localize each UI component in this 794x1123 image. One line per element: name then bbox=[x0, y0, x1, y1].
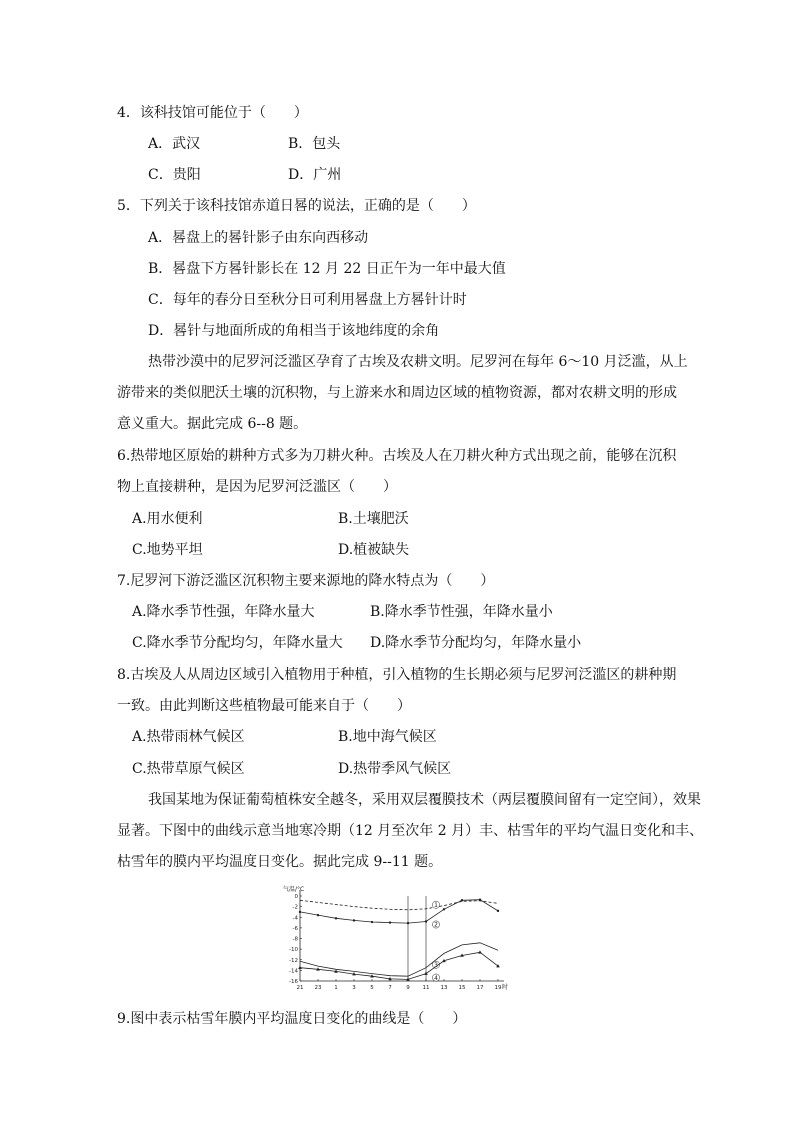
q5-option-b: B．晷盘下方晷针影长在 12 月 22 日正午为一年中最大值 bbox=[148, 261, 506, 277]
y-tick-label: -4 bbox=[292, 915, 298, 922]
data-point bbox=[479, 899, 481, 901]
data-point bbox=[371, 921, 373, 923]
x-tick-label: 17 bbox=[476, 985, 484, 991]
passage2-line3: 枯雪年的膜内平均温度日变化。据此完成 9--11 题。 bbox=[117, 854, 443, 870]
q4-option-d: D．广州 bbox=[288, 167, 342, 183]
q8-option-c: C.热带草原气候区 bbox=[132, 761, 245, 777]
x-tick-label: 9 bbox=[406, 985, 410, 991]
q4-option-b: B．包头 bbox=[288, 136, 341, 152]
passage1-line2: 游带来的类似肥沃土壤的沉积物，与上游来水和周边区域的植物资源，都对农耕文明的形成 bbox=[117, 385, 677, 401]
x-tick-label: 13 bbox=[440, 985, 448, 991]
x-tick-label: 1 bbox=[334, 985, 338, 991]
y-tick-label: -10 bbox=[289, 947, 298, 954]
passage2-line2: 显著。下图中的曲线示意当地寒冷期（12 月至次年 2 月）丰、枯雪年的平均气温日变化和丰、 bbox=[117, 823, 704, 839]
q7-option-c: C.降水季节分配均匀，年降水量大 bbox=[132, 635, 343, 651]
y-tick-label: -2 bbox=[292, 904, 298, 911]
data-point bbox=[443, 908, 445, 910]
x-tick-label: 7 bbox=[388, 985, 392, 991]
q4-option-c: C．贵阳 bbox=[148, 167, 201, 183]
x-tick-label: 3 bbox=[352, 985, 356, 991]
x-tick-label: 19 bbox=[494, 985, 502, 991]
q6-option-b: B.土壤肥沃 bbox=[338, 511, 409, 527]
q5-option-a: A．晷盘上的晷针影子由东向西移动 bbox=[148, 230, 369, 246]
series-line-4 bbox=[300, 952, 498, 979]
series-label: 3 bbox=[434, 961, 438, 969]
data-point bbox=[335, 917, 337, 919]
q4-stem: 4．该科技馆可能位于（ ） bbox=[117, 105, 308, 121]
data-point bbox=[478, 950, 482, 953]
x-tick-label: 5 bbox=[370, 985, 374, 991]
y-tick-label: -6 bbox=[292, 925, 298, 932]
q7-stem: 7.尼罗河下游泛滥区沉积物主要来源地的降水特点为（ ） bbox=[117, 573, 495, 589]
y-axis-label: 气温/°C bbox=[283, 886, 305, 893]
y-tick-label: 0 bbox=[294, 894, 298, 900]
series-label: 2 bbox=[434, 921, 438, 929]
data-point bbox=[496, 964, 500, 967]
passage1-line1: 热带沙漠中的尼罗河泛滥区孕育了古埃及农耕文明。尼罗河在每年 6～10 月泛滥，从上 bbox=[148, 354, 688, 370]
data-point bbox=[299, 911, 301, 913]
y-tick-label: -14 bbox=[289, 968, 298, 975]
y-tick-label: -12 bbox=[289, 957, 298, 964]
x-tick-label: 15 bbox=[458, 985, 466, 991]
x-tick-label: 23 bbox=[314, 985, 322, 991]
data-point bbox=[407, 922, 409, 924]
q6-stem-line2: 物上直接耕种，是因为尼罗河泛滥区（ ） bbox=[117, 479, 397, 495]
q7-option-d: D.降水季节分配均匀，年降水量小 bbox=[370, 635, 582, 651]
q6-stem-line1: 6.热带地区原始的耕种方式多为刀耕火种。古埃及人在刀耕火种方式出现之前，能够在沉积 bbox=[117, 448, 677, 464]
series-line-1 bbox=[300, 900, 498, 910]
y-tick-label: -16 bbox=[289, 979, 298, 985]
series-line-3 bbox=[300, 943, 498, 976]
temperature-chart bbox=[282, 884, 512, 996]
data-point bbox=[298, 966, 302, 969]
data-point bbox=[425, 920, 427, 922]
q5-stem: 5．下列关于该科技馆赤道日晷的说法，正确的是（ ） bbox=[117, 198, 476, 214]
q7-option-b: B.降水季节性强，年降水量小 bbox=[370, 604, 553, 620]
q8-option-d: D.热带季风气候区 bbox=[338, 761, 452, 777]
data-point bbox=[389, 921, 391, 923]
q7-option-a: A.降水季节性强，年降水量大 bbox=[132, 604, 315, 620]
q6-option-d: D.植被缺失 bbox=[338, 542, 410, 558]
x-tick-label: 11 bbox=[422, 985, 430, 991]
q6-option-a: A.用水便利 bbox=[132, 511, 203, 527]
x-tick-label: 21 bbox=[296, 985, 304, 991]
q8-stem-line2: 一致。由此判断这些植物最可能来自于（ ） bbox=[117, 698, 411, 714]
data-point bbox=[497, 910, 499, 912]
q6-option-c: C.地势平坦 bbox=[132, 542, 203, 558]
q5-option-d: D．晷针与地面所成的角相当于该地纬度的余角 bbox=[148, 323, 440, 339]
q8-option-b: B.地中海气候区 bbox=[338, 729, 437, 745]
series-label: 1 bbox=[434, 901, 438, 909]
series-line-2 bbox=[300, 900, 498, 923]
q8-option-a: A.热带雨林气候区 bbox=[132, 729, 245, 745]
q5-option-c: C．每年的春分日至秋分日可利用晷盘上方晷针计时 bbox=[148, 292, 467, 308]
q4-option-a: A．武汉 bbox=[148, 136, 201, 152]
data-point bbox=[317, 914, 319, 916]
data-point bbox=[353, 919, 355, 921]
q9-stem: 9.图中表示枯雪年膜内平均温度日变化的曲线是（ ） bbox=[117, 1011, 467, 1027]
y-tick-label: -8 bbox=[292, 936, 298, 943]
q8-stem-line1: 8.古埃及人从周边区域引入植物用于种植，引入植物的生长期必须与尼罗河泛滥区的耕种期 bbox=[117, 667, 677, 683]
data-point bbox=[424, 972, 428, 975]
data-point bbox=[461, 899, 463, 901]
series-label: 4 bbox=[434, 974, 438, 982]
x-axis-label: 时 bbox=[502, 984, 509, 991]
passage2-line1: 我国某地为保证葡萄植株安全越冬，采用双层覆膜技术（两层覆膜间留有一定空间），效果 bbox=[148, 792, 701, 808]
passage1-line3: 意义重大。据此完成 6--8 题。 bbox=[117, 416, 308, 432]
